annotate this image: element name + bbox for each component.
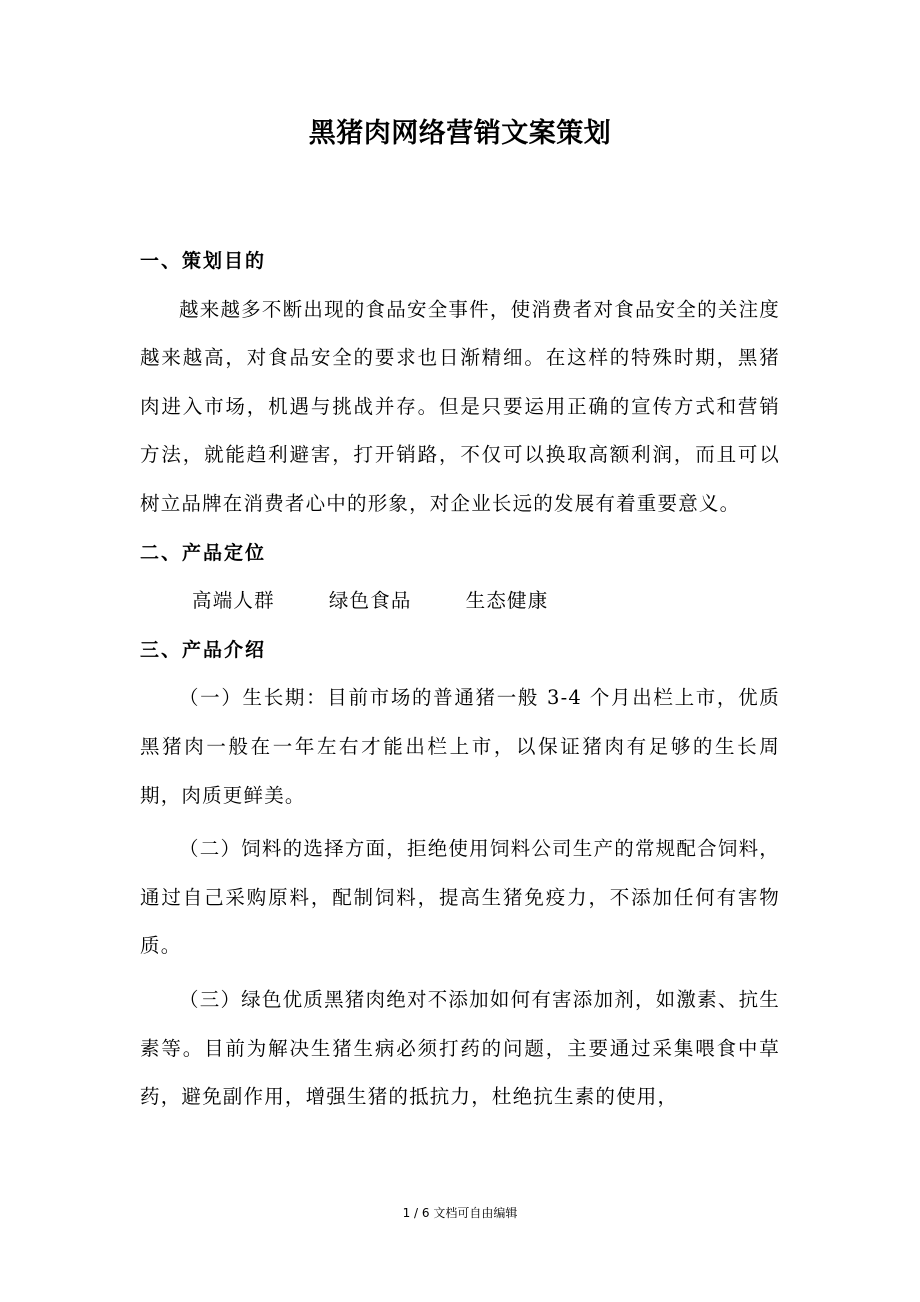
document-body: [140, 237, 780, 1122]
document-title: 黑猪肉网络营销文案策划: [308, 118, 612, 149]
positioning-keyword: 高端人群: [192, 589, 275, 613]
page-footer: 1 / 6 文档可自由编辑: [402, 1206, 518, 1220]
intro-paragraph-feed: （二）饲料的选择方面，拒绝使用饲料公司生产的常规配合饲料，通过自己采购原料，配制饲料，提高生猪免疫力，不添加任何有害物质。: [140, 837, 780, 958]
intro-paragraph-additives: （三）绿色优质黑猪肉绝对不添加如何有害添加剂，如激素、抗生素等。目前为解决生猪生病必须打药的问题，主要通过采集喂食中草药，避免副作用，增强生猪的抵抗力，杜绝抗生素的使用，: [140, 987, 780, 1109]
positioning-keyword: 生态健康: [465, 589, 549, 613]
positioning-keyword: 绿色食品: [328, 589, 412, 613]
section-heading-purpose: 一、策划目的: [140, 250, 267, 272]
purpose-paragraph: 越来越多不断出现的食品安全事件，使消费者对食品安全的关注度越来越高，对食品安全的要求也日渐精细。在这样的特殊时期，黑猪肉进入市场，机遇与挑战并存。但是只要运用正确的宣传方式和营销方法，就能趋利避害，打开销路，不仅可以换取高额利润，而且可以树立品牌在消费者心中的形象，对企业长远的发展有着重要意义。: [140, 297, 780, 515]
section-heading-positioning: 二、产品定位: [140, 541, 267, 564]
positioning-keywords: [140, 577, 780, 626]
intro-paragraph-growth: （一）生长期：目前市场的普通猪一般 3-4 个月出栏上市，优质黑猪肉一般在一年左右才能出栏上市，以保证猪肉有足够的生长周期，肉质更鲜美。: [140, 686, 780, 807]
section-heading-introduction: 三、产品介绍: [140, 638, 267, 661]
